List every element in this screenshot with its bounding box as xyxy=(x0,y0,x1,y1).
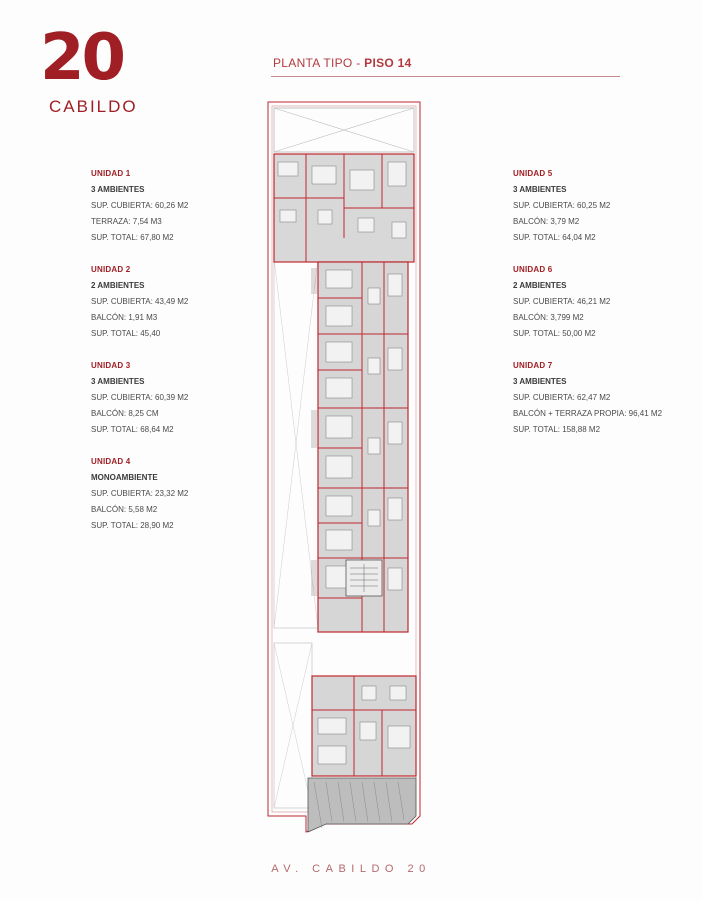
unit-detail: SUP. TOTAL: 67,80 M2 xyxy=(91,233,174,242)
furniture xyxy=(318,718,346,734)
unit-detail: TERRAZA: 7,54 M3 xyxy=(91,217,162,226)
plan-title-rule xyxy=(271,76,620,77)
unit-ambientes: 2 AMBIENTES xyxy=(513,281,567,290)
furniture xyxy=(318,746,346,764)
furniture xyxy=(368,288,380,304)
unit-ambientes: 2 AMBIENTES xyxy=(91,281,145,290)
unit-name: UNIDAD 2 xyxy=(91,265,131,274)
unit-detail: BALCÓN + TERRAZA PROPIA: 96,41 M2 xyxy=(513,409,663,418)
furniture xyxy=(360,722,376,740)
top-patio-cross xyxy=(274,108,414,152)
furniture xyxy=(326,496,352,516)
furniture xyxy=(326,378,352,398)
unit-5-card xyxy=(513,168,702,264)
unit-detail: BALCÓN: 1,91 M3 xyxy=(91,313,158,322)
furniture xyxy=(388,568,402,590)
furniture xyxy=(312,166,336,184)
unit-ambientes: 3 AMBIENTES xyxy=(91,185,145,194)
unit-6-card xyxy=(513,264,702,360)
furniture xyxy=(368,358,380,374)
lower-patio-cross xyxy=(274,643,312,808)
furniture xyxy=(388,348,402,370)
furniture xyxy=(278,162,298,176)
furniture xyxy=(368,438,380,454)
furniture xyxy=(388,274,402,296)
unit-4-card xyxy=(91,456,291,552)
unit-ambientes: 3 AMBIENTES xyxy=(91,377,145,386)
balcony-hatch xyxy=(312,560,316,596)
unit-ambientes: MONOAMBIENTE xyxy=(91,473,158,482)
unit-name: UNIDAD 1 xyxy=(91,169,131,178)
furniture xyxy=(326,416,352,438)
unit-detail: SUP. TOTAL: 64,04 M2 xyxy=(513,233,596,242)
unit-detail: SUP. TOTAL: 28,90 M2 xyxy=(91,521,174,530)
units-left-column xyxy=(91,168,291,552)
unit-name: UNIDAD 7 xyxy=(513,361,553,370)
furniture xyxy=(326,270,352,288)
balcony-hatch xyxy=(312,410,316,448)
unit-detail: SUP. CUBIERTA: 60,25 M2 xyxy=(513,201,611,210)
unit-7-card xyxy=(513,360,702,456)
furniture xyxy=(368,510,380,526)
unit-name: UNIDAD 6 xyxy=(513,265,553,274)
unit-detail: BALCÓN: 3,799 M2 xyxy=(513,313,584,322)
furniture xyxy=(318,210,332,224)
furniture xyxy=(362,686,376,700)
unit-detail: SUP. CUBIERTA: 60,39 M2 xyxy=(91,393,189,402)
unit-detail: SUP. CUBIERTA: 62,47 M2 xyxy=(513,393,611,402)
footer-address: AV. CABILDO 20 xyxy=(271,863,431,875)
furniture xyxy=(392,222,406,238)
furniture xyxy=(326,342,352,362)
unit-detail: SUP. CUBIERTA: 60,26 M2 xyxy=(91,201,189,210)
floor-plan-drawing xyxy=(262,98,432,843)
unit-detail: BALCÓN: 8,25 CM xyxy=(91,409,159,418)
unit-detail: BALCÓN: 5,58 M2 xyxy=(91,505,158,514)
unit-detail: BALCÓN: 3,79 M2 xyxy=(513,217,580,226)
plan-title-prefix: PLANTA TIPO xyxy=(273,56,353,70)
furniture xyxy=(388,162,406,186)
unit-3-card xyxy=(91,360,291,456)
unit-detail: SUP. CUBIERTA: 23,32 M2 xyxy=(91,489,189,498)
furniture xyxy=(358,218,374,232)
front-terrace xyxy=(308,778,416,832)
furniture xyxy=(326,530,352,550)
units-right-column xyxy=(513,168,702,456)
lateral-void-cross xyxy=(274,258,318,628)
plan-title-separator: - xyxy=(352,56,365,70)
furniture xyxy=(388,422,402,444)
unit-name: UNIDAD 3 xyxy=(91,361,131,370)
unit-detail: SUP. TOTAL: 158,88 M2 xyxy=(513,425,601,434)
logo-number: 20 xyxy=(40,21,124,95)
unit-ambientes: 3 AMBIENTES xyxy=(513,377,567,386)
unit-name: UNIDAD 4 xyxy=(91,457,131,466)
unit-detail: SUP. CUBIERTA: 43,49 M2 xyxy=(91,297,189,306)
unit-detail: SUP. TOTAL: 68,64 M2 xyxy=(91,425,174,434)
furniture xyxy=(350,170,374,190)
furniture xyxy=(390,686,406,700)
unit-detail: SUP. TOTAL: 50,00 M2 xyxy=(513,329,596,338)
furniture xyxy=(388,498,402,520)
furniture xyxy=(326,306,352,326)
unit-detail: SUP. CUBIERTA: 46,21 M2 xyxy=(513,297,611,306)
unit-name: UNIDAD 5 xyxy=(513,169,553,178)
plan-title-floor: PISO 14 xyxy=(364,56,412,70)
furniture xyxy=(388,726,410,748)
unit-1-card xyxy=(91,168,291,264)
furniture xyxy=(280,210,296,222)
logo-word: CABILDO xyxy=(49,97,138,116)
plan-title xyxy=(273,56,412,70)
unit-2-card xyxy=(91,264,291,360)
unit-detail: SUP. TOTAL: 45,40 xyxy=(91,329,161,338)
unit-ambientes: 3 AMBIENTES xyxy=(513,185,567,194)
furniture xyxy=(326,456,352,478)
